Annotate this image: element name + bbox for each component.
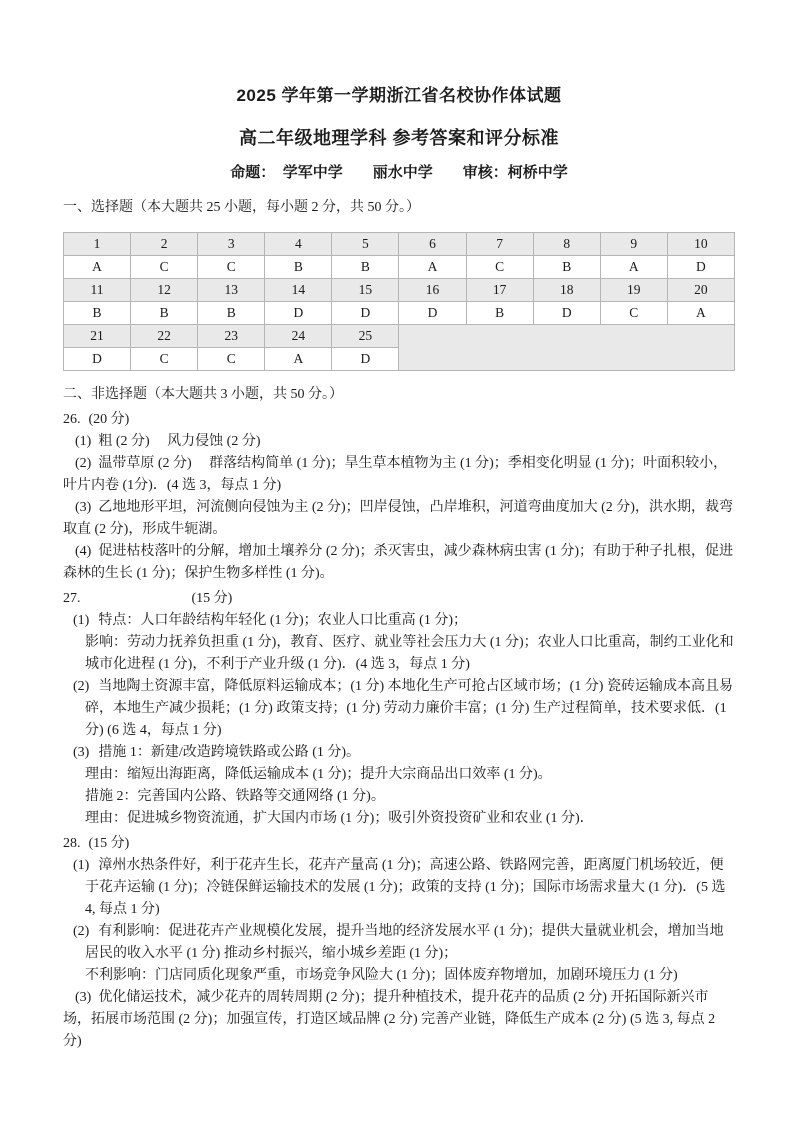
question-number-cell: 18 bbox=[533, 279, 600, 302]
question-26-points: (20 分) bbox=[88, 412, 130, 427]
question-number-cell: 11 bbox=[64, 279, 131, 302]
answer-item-27-3 bbox=[73, 742, 735, 830]
item-marker: (2) bbox=[73, 679, 90, 694]
answer-item-26-3 bbox=[63, 497, 735, 541]
answer-cell: B bbox=[332, 256, 399, 279]
answer-cell: A bbox=[667, 302, 734, 325]
question-28-number: 28. bbox=[63, 836, 81, 851]
answer-row bbox=[64, 302, 735, 325]
answer-cell: A bbox=[265, 348, 332, 371]
question-number-cell: 13 bbox=[198, 279, 265, 302]
byline: 命题： 学军中学 丽水中学 审核：柯桥中学 bbox=[230, 164, 568, 181]
question-number-cell: 22 bbox=[131, 325, 198, 348]
question-26-heading bbox=[63, 409, 735, 431]
question-number-cell: 17 bbox=[466, 279, 533, 302]
answer-item-26-1 bbox=[63, 431, 735, 453]
item-line: 不利影响：门店同质化现象严重，市场竞争风险大 (1 分)；固体废弃物增加，加剧环境压力 (1 分) bbox=[85, 968, 678, 983]
answer-item-28-1 bbox=[73, 855, 735, 921]
blank-cell bbox=[399, 325, 735, 371]
question-number-cell: 5 bbox=[332, 233, 399, 256]
document-title: 2025 学年第一学期浙江省名校协作体试题 bbox=[236, 86, 562, 105]
section1-heading: 一、选择题（本大题共 25 小题，每小题 2 分，共 50 分。） bbox=[63, 200, 420, 215]
answer-item-27-2 bbox=[73, 676, 735, 742]
item-line: 措施 2：完善国内公路、铁路等交通网络 (1 分)。 bbox=[85, 789, 385, 804]
answer-cell: D bbox=[64, 348, 131, 371]
question-28-heading bbox=[63, 833, 735, 855]
item-marker: (1) bbox=[73, 613, 90, 628]
answer-cell: C bbox=[131, 348, 198, 371]
question-number-cell: 12 bbox=[131, 279, 198, 302]
answer-cell: A bbox=[64, 256, 131, 279]
answer-cell: D bbox=[332, 348, 399, 371]
question-28-points: (15 分) bbox=[88, 836, 130, 851]
item-marker: (2) bbox=[73, 924, 90, 939]
question-number-cell: 7 bbox=[466, 233, 533, 256]
answer-cell: C bbox=[198, 348, 265, 371]
answer-item-26-2 bbox=[63, 453, 735, 497]
question-number-cell: 16 bbox=[399, 279, 466, 302]
section2-heading: 二、非选择题（本大题共 3 小题，共 50 分。） bbox=[63, 387, 343, 402]
item-marker: (4) bbox=[75, 544, 92, 559]
item-text: 措施 1：新建/改造跨境铁路或公路 (1 分)。 bbox=[98, 745, 361, 760]
question-number-row bbox=[64, 279, 735, 302]
item-marker: (3) bbox=[73, 745, 90, 760]
question-number-cell: 24 bbox=[265, 325, 332, 348]
question-number-cell: 8 bbox=[533, 233, 600, 256]
item-marker: (1) bbox=[75, 434, 92, 449]
question-number-cell: 6 bbox=[399, 233, 466, 256]
question-number-cell: 3 bbox=[198, 233, 265, 256]
item-line bbox=[73, 742, 735, 764]
answer-item-26-4 bbox=[63, 541, 735, 585]
item-text: 优化储运技术，减少花卉的周转周期 (2 分)；提升种植技术，提升花卉的品质 (2 分) 开拓国际新兴市场，拓展市场范围 (2 分)；加强宣传，打造区域品牌 (2 分) 完善产业链，降低生产成本 (2 分) (5 选 3, 每点 2 分) bbox=[63, 990, 716, 1049]
question-number-cell: 2 bbox=[131, 233, 198, 256]
answer-item-28-3 bbox=[63, 987, 735, 1053]
answer-cell: C bbox=[131, 256, 198, 279]
answer-cell: C bbox=[600, 302, 667, 325]
item-marker: (3) bbox=[75, 500, 92, 515]
answer-item-27-1 bbox=[73, 610, 735, 676]
answer-cell: B bbox=[131, 302, 198, 325]
question-number-cell: 19 bbox=[600, 279, 667, 302]
answer-cell: A bbox=[399, 256, 466, 279]
answer-cell: D bbox=[399, 302, 466, 325]
item-text: 乙地地形平坦，河流侧向侵蚀为主 (2 分)；凹岸侵蚀，凸岸堆积，河道弯曲度加大 (2 分)，洪水期，裁弯取直 (2 分)，形成牛轭湖。 bbox=[63, 500, 733, 537]
answer-cell: B bbox=[64, 302, 131, 325]
item-text: 漳州水热条件好，利于花卉生长，花卉产量高 (1 分)；高速公路、铁路网完善，距离厦门机场较近，便于花卉运输 (1 分)；冷链保鲜运输技术的发展 (1 分)；政策的支持 (1 分)；国际市场需求量大 (1 分)．(5 选 4, 每点 1 分) bbox=[85, 858, 726, 917]
item-line bbox=[73, 921, 735, 965]
answer-cell: A bbox=[600, 256, 667, 279]
item-line: 影响：劳动力抚养负担重 (1 分)，教育、医疗、就业等社会压力大 (1 分)；农业人口比重高，制约工业化和城市化进程 (1 分)，不利于产业升级 (1 分)．(4 选 3，每点 1 分) bbox=[85, 635, 734, 672]
answer-cell: D bbox=[332, 302, 399, 325]
answer-cell: D bbox=[667, 256, 734, 279]
item-line: 理由：促进城乡物资流通，扩大国内市场 (1 分)；吸引外资投资矿业和农业 (1 分)． bbox=[85, 811, 594, 826]
question-number-cell: 23 bbox=[198, 325, 265, 348]
question-number-cell: 1 bbox=[64, 233, 131, 256]
question-number-row bbox=[64, 233, 735, 256]
question-27-number: 27. bbox=[63, 591, 81, 606]
document-subtitle: 高二年级地理学科 参考答案和评分标准 bbox=[239, 128, 559, 148]
item-marker: (1) bbox=[73, 858, 90, 873]
item-line bbox=[73, 610, 735, 632]
answer-cell: D bbox=[533, 302, 600, 325]
item-text: 粗 (2 分) 风力侵蚀 (2 分) bbox=[98, 434, 261, 449]
question-number-cell: 25 bbox=[332, 325, 399, 348]
answer-table bbox=[63, 232, 735, 371]
question-26-number: 26. bbox=[63, 412, 81, 427]
answer-item-28-2 bbox=[73, 921, 735, 987]
answer-cell: B bbox=[265, 256, 332, 279]
question-number-row bbox=[64, 325, 735, 348]
answer-table-body bbox=[64, 233, 735, 371]
question-number-cell: 20 bbox=[667, 279, 734, 302]
answer-cell: B bbox=[198, 302, 265, 325]
item-text: 促进枯枝落叶的分解，增加土壤养分 (2 分)；杀灭害虫，减少森林病虫害 (1 分)；有助于种子扎根，促进森林的生长 (1 分)；保护生物多样性 (1 分)。 bbox=[63, 544, 733, 581]
item-text: 特点：人口年龄结构年轻化 (1 分)；农业人口比重高 (1 分)； bbox=[98, 613, 467, 628]
item-text: 温带草原 (2 分) 群落结构简单 (1 分)；旱生草本植物为主 (1 分)；季相变化明显 (1 分)；叶面积较小，叶片内卷 (1分)．(4 选 3，每点 1 分) bbox=[63, 456, 728, 493]
question-27-heading bbox=[63, 588, 735, 610]
answer-cell: C bbox=[198, 256, 265, 279]
question-number-cell: 10 bbox=[667, 233, 734, 256]
question-number-cell: 21 bbox=[64, 325, 131, 348]
item-line: 理由：缩短出海距离，降低运输成本 (1 分)；提升大宗商品出口效率 (1 分)。 bbox=[85, 767, 552, 782]
answer-cell: D bbox=[265, 302, 332, 325]
item-line bbox=[73, 676, 735, 742]
answer-row bbox=[64, 256, 735, 279]
answer-cell: B bbox=[533, 256, 600, 279]
answer-cell: B bbox=[466, 302, 533, 325]
item-text: 当地陶土资源丰富，降低原料运输成本；(1 分) 本地化生产可抢占区域市场；(1 分) 瓷砖运输成本高且易碎，本地生产减少损耗；(1 分) 政策支持；(1 分) 劳动力廉价丰富；(1 分) 生产过程简单，技术要求低．(1分) (6 选 4，每点 1 分) bbox=[85, 679, 733, 738]
item-marker: (2) bbox=[75, 456, 92, 471]
item-text: 有利影响：促进花卉产业规模化发展，提升当地的经济发展水平 (1 分)；提供大量就业机会，增加当地居民的收入水平 (1 分) 推动乡村振兴，缩小城乡差距 (1 分)； bbox=[85, 924, 724, 961]
question-number-cell: 4 bbox=[265, 233, 332, 256]
question-number-cell: 9 bbox=[600, 233, 667, 256]
item-line bbox=[73, 855, 735, 921]
question-number-cell: 15 bbox=[332, 279, 399, 302]
question-27-points: (15 分) bbox=[191, 591, 233, 606]
answer-cell: C bbox=[466, 256, 533, 279]
item-marker: (3) bbox=[75, 990, 92, 1005]
question-number-cell: 14 bbox=[265, 279, 332, 302]
